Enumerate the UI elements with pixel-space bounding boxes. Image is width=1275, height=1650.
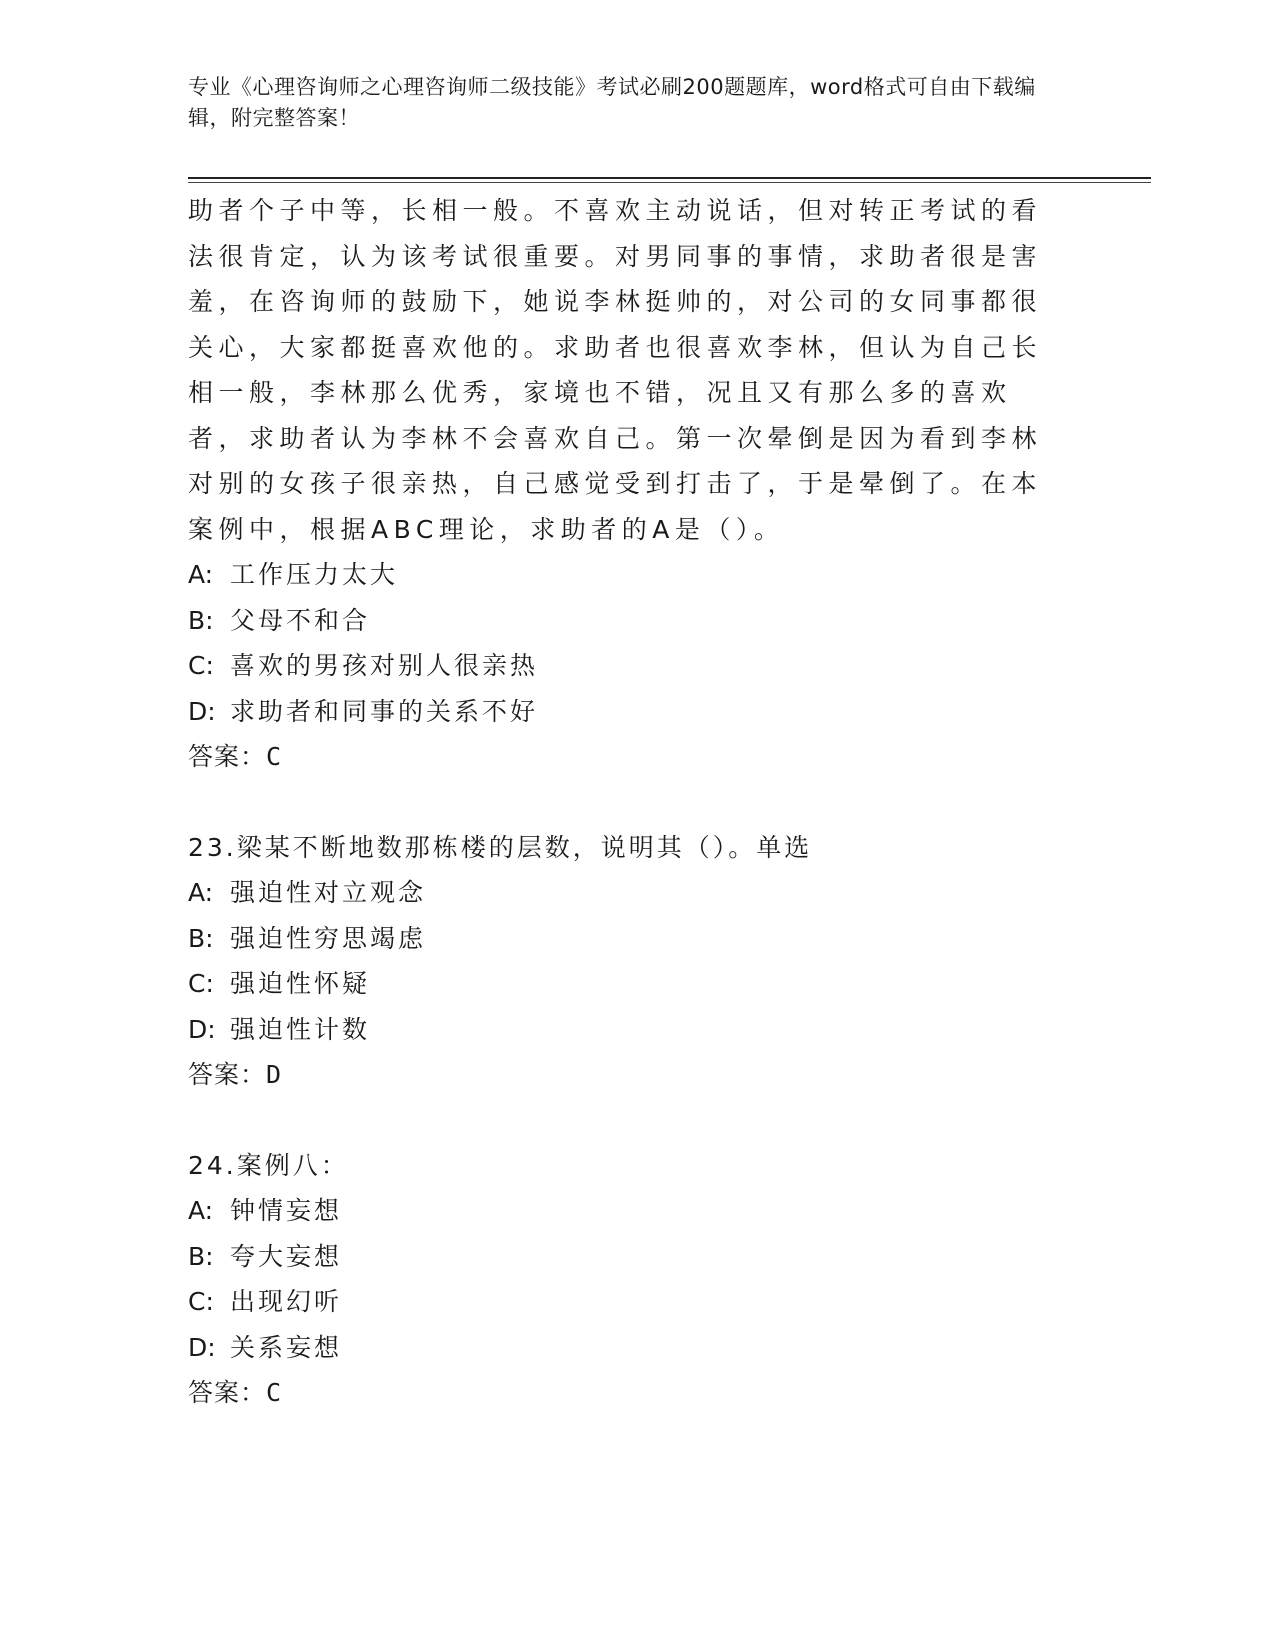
option-key: D: (188, 1332, 216, 1362)
option-text: 关系妄想 (230, 1332, 343, 1362)
option-key: A: (188, 560, 214, 589)
answer-label: 答案： (188, 1378, 267, 1407)
option-text: 求助者和同事的关系不好 (230, 696, 539, 726)
option-text: 钟情妄想 (230, 1196, 343, 1225)
option-b (188, 1234, 1068, 1280)
option-text: 强迫性计数 (230, 1014, 371, 1044)
page-header: 专业《心理咨询师之心理咨询师二级技能》考试必刷200题题库，word格式可自由下载编辑，附完整答案！ (188, 75, 1036, 130)
answer-label: 答案： (188, 1060, 267, 1089)
option-text: 强迫性穷思竭虑 (230, 923, 427, 953)
option-text: 强迫性对立观念 (230, 878, 427, 907)
question-24 (188, 1143, 1068, 1416)
spacer (188, 780, 1068, 825)
option-key: B: (188, 1241, 214, 1271)
option-text: 喜欢的男孩对别人很亲热 (230, 651, 539, 680)
option-text: 强迫性怀疑 (230, 969, 371, 998)
document-body (188, 188, 1068, 1416)
option-key: C: (188, 651, 214, 680)
option-d (188, 1007, 1068, 1053)
option-b (188, 916, 1068, 962)
header-divider-thin (188, 182, 1151, 183)
answer-line (188, 734, 1068, 780)
option-key: B: (188, 605, 214, 635)
option-c (188, 1279, 1068, 1325)
option-c (188, 961, 1068, 1007)
header-divider-thick (188, 177, 1151, 179)
question-stem: 24.案例八： (188, 1150, 349, 1180)
answer-line (188, 1052, 1068, 1098)
answer-value: D (266, 1060, 283, 1089)
answer-value: C (266, 1378, 283, 1407)
question-22 (188, 188, 1068, 780)
question-stem: 助者个子中等，长相一般。不喜欢主动说话，但对转正考试的看法很肯定，认为该考试很重要。对男同事的事情，求助者很是害羞，在咨询师的鼓励下，她说李林挺帅的，对公司的女同事都很关心，大家都挺喜欢他的。求助者也很喜欢李林，但认为自己长相一般，李林那么优秀，家境也不错，况且又有那么多的喜欢者，求助者认为李林不会喜欢自己。第一次晕倒是因为看到李林对别的女孩子很亲热，自己感觉受到打击了，于是晕倒了。在本案例中，根据ABC理论，求助者的A是（）。 (188, 196, 1043, 544)
answer-label: 答案： (188, 742, 267, 771)
option-a (188, 870, 1068, 916)
spacer (188, 1098, 1068, 1143)
option-b (188, 598, 1068, 644)
answer-value: C (266, 742, 283, 771)
option-key: D: (188, 696, 216, 726)
option-key: D: (188, 1014, 216, 1044)
option-c (188, 643, 1068, 689)
answer-line (188, 1370, 1068, 1416)
option-text: 夸大妄想 (230, 1241, 343, 1271)
question-23 (188, 825, 1068, 1098)
option-key: A: (188, 878, 214, 907)
option-a (188, 1188, 1068, 1234)
option-key: C: (188, 1287, 214, 1316)
option-text: 出现幻听 (230, 1287, 343, 1316)
option-text: 父母不和合 (230, 605, 371, 635)
option-a (188, 552, 1068, 598)
option-d (188, 689, 1068, 735)
option-key: C: (188, 969, 214, 998)
option-key: B: (188, 923, 214, 953)
option-text: 工作压力太大 (230, 560, 399, 589)
question-stem: 23.梁某不断地数那栋楼的层数，说明其（）。单选 (188, 832, 813, 862)
option-key: A: (188, 1196, 214, 1225)
option-d (188, 1325, 1068, 1371)
